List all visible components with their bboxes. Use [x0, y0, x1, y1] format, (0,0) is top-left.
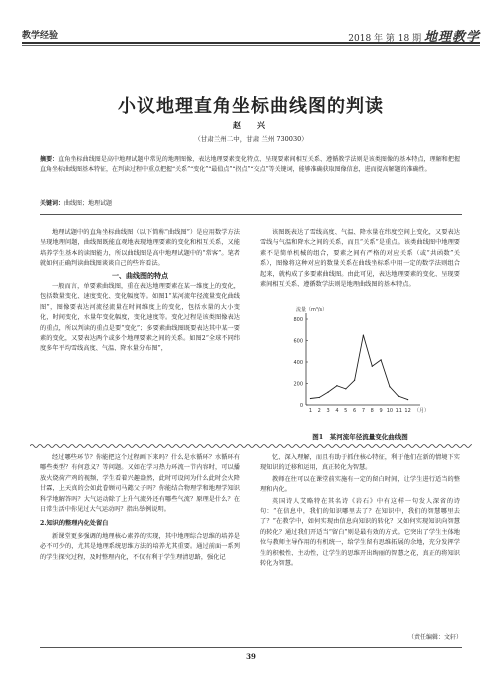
runoff-line-chart — [284, 305, 434, 423]
keywords — [40, 198, 460, 207]
right-column-bottom — [260, 453, 460, 570]
x-tick-label: 3 — [326, 408, 330, 414]
wavy-divider — [30, 442, 472, 450]
article-title: 小议地理直角坐标曲线图的判读 — [118, 96, 384, 117]
section-heading-1: 一、曲线图的特点 — [112, 270, 168, 280]
header-rule-thin — [22, 45, 480, 46]
abstract — [40, 155, 460, 175]
author-name: 赵 兴 — [233, 120, 269, 130]
left-column-bottom — [40, 453, 240, 564]
right-column-top — [260, 228, 460, 291]
x-tick-label: 4 — [335, 408, 339, 414]
x-tick-label: 2 — [317, 408, 321, 414]
data-point — [319, 397, 320, 398]
paragraph: 该图既表达了雪线高度、气温、降水量在纬度空间上变化，又要表达雪线与气温和降水之间的关系，而且“关系”是重点。该类曲线图中地理要素不是简单机械的组合，要素之间有严格的对应关系（或“共函数”关系），图像将这种对应的数量关系在曲线坐标系中用一定的数学法则组合起来，就构成了多要素曲线图。由此可见，表达地理要素的变化、呈现要素间相互关系、遵循数学法则是地理曲线图的基本特点。 — [260, 229, 460, 289]
keywords-label: 关键词： — [40, 200, 65, 207]
x-tick-label: 1 — [308, 408, 313, 414]
paragraph: 英国诗人艾略特在其名诗《岩石》中有这样一句发人深省的诗句：“在信息中，我们的知识哪里去了？在知识中，我们的智慧哪里去了？”在教学中，如何实现由信息向知识的转化？又如何实现知识向智慧的转化？通过我们开适当“留白”则是最有效的方式。它突出了学生主体地位与教师主导作用的有机统一，给学生留有思维拓展的余地，充分发挥学生的积极性、主动性，让学生的思维开出绚丽的智慧之花，真正的将知识转化为智慧。 — [260, 497, 460, 568]
x-tick-label: 11 — [395, 408, 402, 414]
footer-rule — [40, 647, 462, 648]
x-tick-label: 10 — [386, 408, 394, 414]
x-tick-label: 12 — [404, 408, 411, 414]
editor-credit: （责任编辑：文轩） — [407, 634, 462, 641]
y-tick-label: 200 — [293, 381, 303, 388]
abstract-text: 直角坐标曲线图是高中地理试题中常见的地理图像，表达地理要素变化特点、呈现要素间相互关系、遵循教学法则是该类图像的基本特点，理解和把握直角坐标曲线图基本特征，在判读过程中重点把握“关系”“变化”“最值点”“拐点”“交点”等关键词，能够准确获取图像信息，进而提高解题的准确性。 — [40, 156, 460, 173]
header-rule — [22, 42, 480, 44]
author-affiliation: （甘肃兰州二中，甘肃 兰州 730030） — [194, 135, 308, 143]
data-point — [327, 392, 328, 393]
section-heading-2: 2.知识的整理内化处留白 — [40, 520, 109, 528]
data-point — [345, 388, 346, 389]
data-point — [372, 366, 373, 367]
paragraph: 教师在往可以在课堂前实施有一定的留白时间，让学生进行适当的整理和内化。 — [260, 475, 460, 494]
section-label: 教学经验 — [22, 31, 59, 41]
paragraph: 一般而言，单要素曲线图，重在表达地理要素在某一维度上的变化，包括数量变化、速度变化、变化幅度等。如图1“某河流年径流量变化曲线图”，图像要表达河流径流量在时间维度上的变化，包括水量的大小变化，时间变化，水量年变化幅度，变化速度等。变化过程是该类图像表达的重点，所以判读的重点是要“变化”；多要素曲线图既要表达其中某一要素的变化，又要表达两个或多个地理要素之间的关系。如图2“全球不同纬度多年平均雪线高度、气温、降水量分布图”， — [40, 283, 240, 353]
data-point — [310, 398, 311, 399]
issue-number: 2018 年 第 18 期 — [348, 34, 422, 44]
paragraph: 忆、深入理解，而且有助于抓住核心特征，利于他们在新的情境下实现知识的迁移和运用，真正转化为智慧。 — [260, 454, 460, 472]
y-tick-label: 600 — [293, 338, 303, 345]
y-tick-label: 800 — [293, 317, 303, 323]
abstract-separator — [40, 214, 462, 215]
keywords-text: 曲线图；地理试题 — [64, 200, 113, 207]
x-tick-label: 8 — [370, 408, 374, 414]
data-point — [398, 396, 399, 397]
page-number: 39 — [246, 652, 256, 661]
paragraph: 经过哪些环节？你能把这个过程画下来吗？什么是水循环？水循环有哪些类型？有何意义？等问题。又如在学习热力环流一节内容时，可以播放火烧荷产鸡的视频，学生看着兴趣盎然，此时可设问为什么此时会火降甘霖，上天真的会如此眷顾司马懿父子吗？你能结合物理学和地理学知识科学地解答吗？大气运动除了上升气流外还有哪些气流？原理是什么？在日常生活中你见过大气运动吗？指出举例说明。 — [40, 454, 240, 514]
abstract-label: 摘要： — [40, 156, 59, 163]
left-column-top — [40, 228, 240, 356]
journal-brand: 地理教学 — [423, 30, 480, 45]
figure-caption: 图1 某河流年径流量变化曲线图 — [312, 433, 408, 441]
data-point — [336, 385, 337, 386]
x-tick-label: 5 — [344, 408, 348, 414]
data-point — [407, 399, 408, 400]
data-point — [363, 335, 364, 336]
y-tick-label: 400 — [293, 360, 303, 366]
intro-paragraph: 地理试题中的直角坐标曲线图（以下简称“曲线图”）是应用数学方法呈现地理问题，曲线图既能直观地表现地理要素的变化和相互关系，又能培养学生基本的读图能力，所以曲线图是高中地理试题中的“常客”。笔者就如何正确判读曲线图谈谈自己的些许看法。 — [40, 229, 240, 268]
y-axis-label: 流量（m³/s） — [296, 307, 328, 313]
data-point — [389, 386, 390, 387]
x-tick-label: 7 — [361, 408, 366, 414]
paragraph: 新课堂更多强调的地理核心素养的实现，其中地理综合思维的培养是必不可少的，尤其是地理系统思维方法的培养尤其重要。通过前面一系列的学生探究过程，及时整理内化，不仅有利于学生理清思路，强化记 — [40, 532, 240, 561]
data-point — [354, 380, 355, 381]
x-tick-label: 9 — [379, 408, 383, 414]
x-tick-label: 6 — [352, 408, 357, 414]
y-tick-label: 0 — [299, 403, 303, 409]
data-point — [380, 359, 381, 360]
runoff-series-line — [310, 335, 407, 400]
x-axis-unit: （月） — [414, 408, 430, 414]
